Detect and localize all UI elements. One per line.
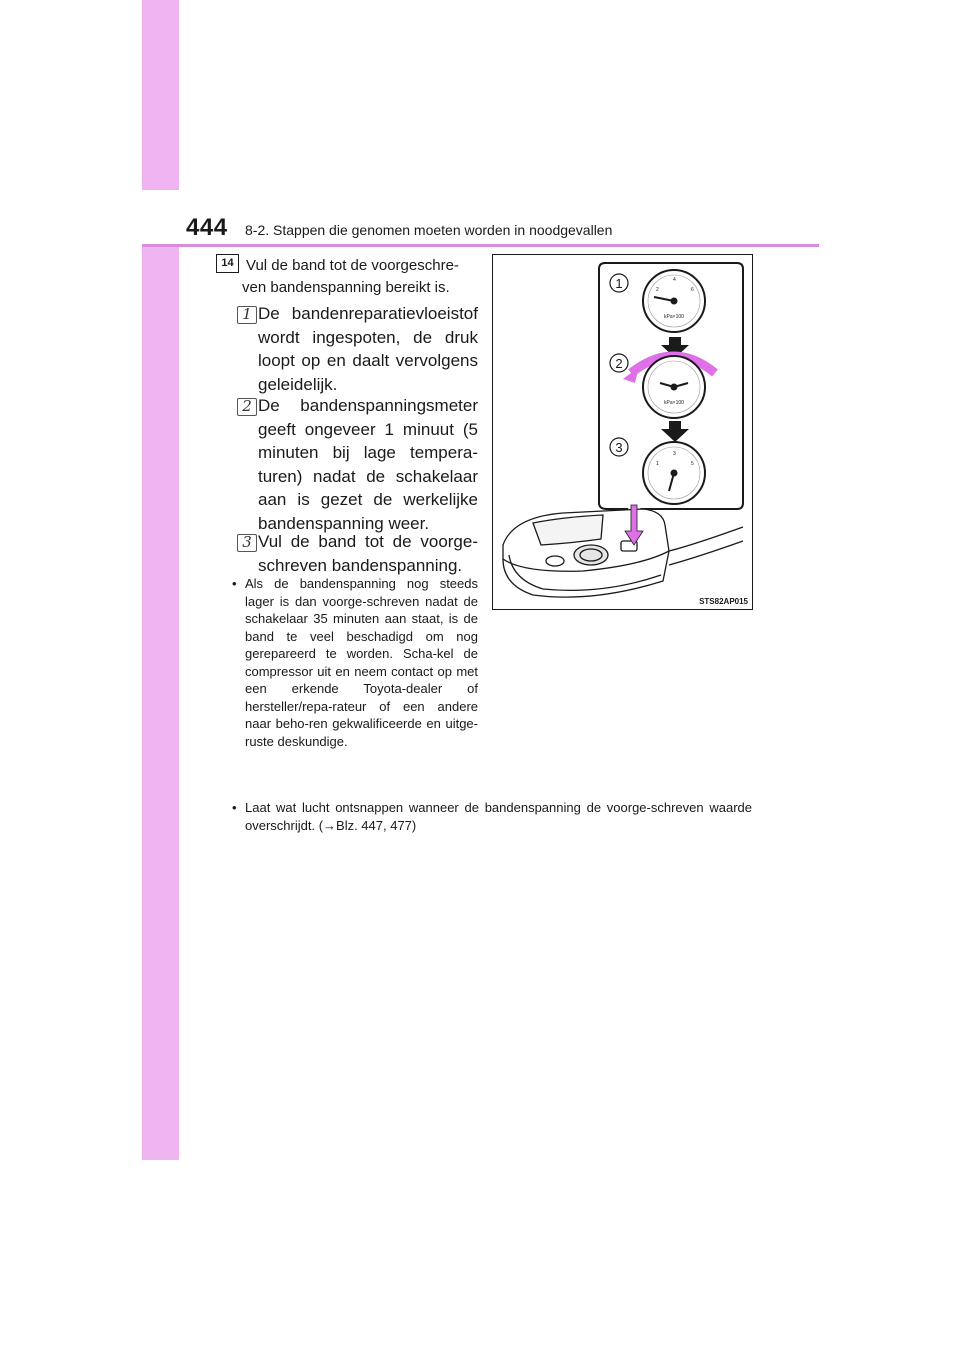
section-title: 8-2. Stappen die genomen moeten worden in noodgevallen — [245, 222, 613, 238]
figure-code: STS82AP015 — [699, 597, 748, 606]
callout-label-1: 1 — [615, 276, 623, 291]
gauge-tick-label: 2 — [656, 287, 659, 293]
gauge-tick-label: 5 — [691, 461, 694, 467]
substep-number-3: 3 — [238, 533, 256, 551]
substep-number-2: 2 — [238, 397, 256, 415]
chapter-sidebar-tab — [142, 0, 179, 1160]
step-14-line-1: Vul de band tot de voorgeschre- — [246, 257, 459, 274]
step-14-line-2: ven bandenspanning bereikt is. — [242, 279, 450, 296]
step-14-text — [242, 255, 466, 299]
page-number: 444 — [186, 214, 228, 241]
bullet-item-1 — [232, 575, 478, 750]
bullet-text-1: Als de bandenspanning nog steeds lager is dan voorge-schreven nadat de schakelaar 35 minuten aan staat, is de band te veel beschadigd om nog gerepareerd te worden. Scha-kel de compressor uit en neem contact op met een erkende Toyota-dealer of hersteller/repa-rateur of een andere naar beho-ren gekwalificeerde en uitge-ruste deskundige. — [245, 576, 478, 749]
step-number-box: 14 — [216, 254, 239, 273]
gauge-tick-label: 4 — [673, 277, 676, 283]
gauge-unit-label: kPa×100 — [664, 314, 684, 320]
callout-label-3: 3 — [615, 440, 623, 455]
substep-text-2: De bandenspanningsmeter geeft ongeveer 1 minuut (5 minuten bij lage tempera-turen) nadat de schakelaar aan is gezet de werkelijke bandenspanning weer. — [258, 396, 478, 533]
header-rule — [142, 244, 819, 247]
substep-number-1: 1 — [238, 305, 256, 323]
bullet-dot: • — [232, 800, 237, 815]
substep-text-3: Vul de band tot de voorge-schreven bandenspanning. — [258, 532, 478, 575]
bullet-dot: • — [232, 576, 237, 591]
bullet-item-2 — [232, 799, 752, 834]
bullet-text-2: Laat wat lucht ontsnappen wanneer de bandenspanning de voorge-schreven waarde overschrijdt. (→Blz. 447, 477) — [245, 800, 752, 833]
gauge-tick-label: 3 — [673, 451, 676, 457]
pressure-gauge-3 — [643, 442, 705, 504]
substep-text-1: De bandenreparatievloeistof wordt ingespoten, de druk loopt op en daalt vervolgens geleidelijk. — [258, 304, 478, 394]
compressor-gauge-illustration — [492, 254, 753, 610]
compressor-unit — [503, 509, 743, 597]
pressure-gauge-1 — [643, 270, 705, 332]
illustration-svg — [493, 255, 752, 609]
gauge-tick-label: 6 — [691, 287, 694, 293]
gauge-unit-label: kPa×100 — [664, 400, 684, 406]
pressure-gauge-2 — [643, 356, 705, 418]
gauge-tick-label: 1 — [656, 461, 659, 467]
callout-label-2: 2 — [615, 356, 623, 371]
